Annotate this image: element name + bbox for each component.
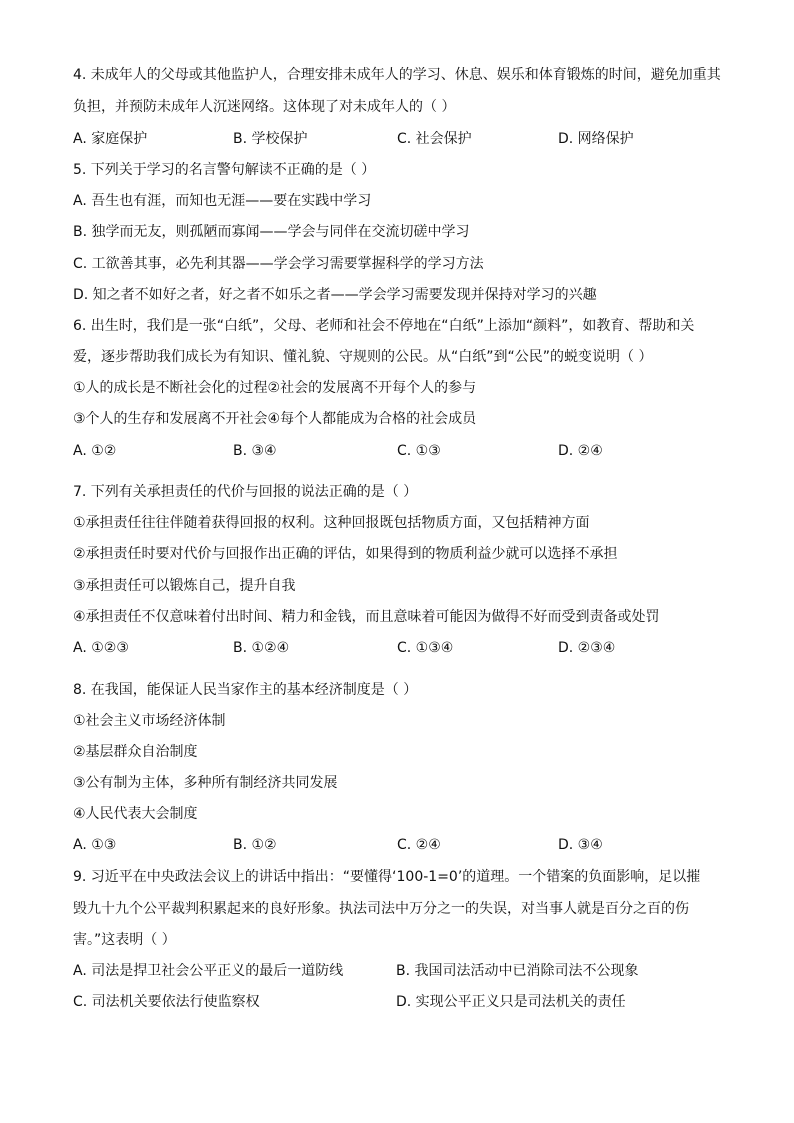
q7-option-b: B. ①②④ xyxy=(233,640,290,656)
q8-statement-4: ④人民代表大会制度 xyxy=(73,806,198,822)
q9-stem-line1: 9. 习近平在中央政法会议上的讲话中指出：“要懂得‘100-1=0’的道理。一个错案的负面影响，足以摧 xyxy=(73,869,701,885)
q7-option-d: D. ②③④ xyxy=(558,640,616,656)
q4-stem-line2: 负担，并预防未成年人沉迷网络。这体现了对未成年人的（ ） xyxy=(73,99,456,115)
q6-option-a: A. ①② xyxy=(73,443,117,459)
q6-option-b: B. ③④ xyxy=(233,443,277,459)
q8-option-d: D. ③④ xyxy=(558,837,603,853)
q7-option-a: A. ①②③ xyxy=(73,640,129,656)
q8-option-a: A. ①③ xyxy=(73,837,117,853)
q4-option-c: C. 社会保护 xyxy=(397,131,472,147)
q5-option-c: C. 工欲善其事，必先利其器——学会学习需要掌握科学的学习方法 xyxy=(73,256,484,272)
q7-statement-4: ④承担责任不仅意味着付出时间、精力和金钱，而且意味着可能因为做得不好而受到责备或处罚 xyxy=(73,609,660,625)
q6-statements-2: ③个人的生存和发展离不开社会④每个人都能成为合格的社会成员 xyxy=(73,411,477,427)
q6-stem-line1: 6. 出生时，我们是一张“白纸”，父母、老师和社会不停地在“白纸”上添加“颜料”，如教育、帮助和关 xyxy=(73,318,695,334)
q9-option-d: D. 实现公平正义只是司法机关的责任 xyxy=(396,994,626,1010)
q8-statement-3: ③公有制为主体，多种所有制经济共同发展 xyxy=(73,775,338,791)
q6-option-d: D. ②④ xyxy=(558,443,603,459)
q6-option-c: C. ①③ xyxy=(397,443,441,459)
q4-option-b: B. 学校保护 xyxy=(233,131,308,147)
q8-option-b: B. ①② xyxy=(233,837,277,853)
q7-statement-1: ①承担责任往往伴随着获得回报的权利。这种回报既包括物质方面，又包括精神方面 xyxy=(73,515,590,531)
q9-options-row2 xyxy=(73,992,733,1012)
q7-statement-3: ③承担责任可以锻炼自己，提升自我 xyxy=(73,578,296,594)
q9-option-a: A. 司法是捍卫社会公平正义的最后一道防线 xyxy=(73,963,344,979)
q9-options-row1 xyxy=(73,961,733,981)
q6-stem-line2: 爱，逐步帮助我们成长为有知识、懂礼貌、守规则的公民。从“白纸”到“公民”的蜕变说明（ ） xyxy=(73,349,653,365)
q4-options xyxy=(73,129,733,149)
q7-option-c: C. ①③④ xyxy=(397,640,454,656)
q8-option-c: C. ②④ xyxy=(397,837,441,853)
q5-option-d: D. 知之者不如好之者，好之者不如乐之者——学会学习需要发现并保持对学习的兴趣 xyxy=(73,287,597,303)
q5-stem: 5. 下列关于学习的名言警句解读不正确的是（ ） xyxy=(73,162,376,178)
q8-statement-2: ②基层群众自治制度 xyxy=(73,744,198,760)
q8-options xyxy=(73,835,733,855)
q6-options xyxy=(73,441,733,461)
q4-option-a: A. 家庭保护 xyxy=(73,131,148,147)
q9-stem-line3: 害。”这表明（ ） xyxy=(73,932,176,948)
q7-stem: 7. 下列有关承担责任的代价与回报的说法正确的是（ ） xyxy=(73,484,418,500)
q7-options xyxy=(73,638,733,658)
q7-statement-2: ②承担责任时要对代价与回报作出正确的评估，如果得到的物质利益少就可以选择不承担 xyxy=(73,546,618,562)
q9-stem-line2: 毁九十九个公平裁判积累起来的良好形象。执法司法中万分之一的失误，对当事人就是百分之百的伤 xyxy=(73,901,689,917)
q9-option-b: B. 我国司法活动中已消除司法不公现象 xyxy=(396,963,639,979)
q8-statement-1: ①社会主义市场经济体制 xyxy=(73,713,226,729)
q9-option-c: C. 司法机关要依法行使监察权 xyxy=(73,994,260,1010)
q5-option-a: A. 吾生也有涯，而知也无涯——要在实践中学习 xyxy=(73,193,372,209)
q8-stem: 8. 在我国，能保证人民当家作主的基本经济制度是（ ） xyxy=(73,682,418,698)
q6-statements-1: ①人的成长是不断社会化的过程②社会的发展离不开每个人的参与 xyxy=(73,380,477,396)
q5-option-b: B. 独学而无友，则孤陋而寡闻——学会与同伴在交流切磋中学习 xyxy=(73,224,470,240)
q4-option-d: D. 网络保护 xyxy=(558,131,634,147)
q4-stem-line1: 4. 未成年人的父母或其他监护人，合理安排未成年人的学习、休息、娱乐和体育锻炼的时间，避免加重其 xyxy=(73,67,721,83)
